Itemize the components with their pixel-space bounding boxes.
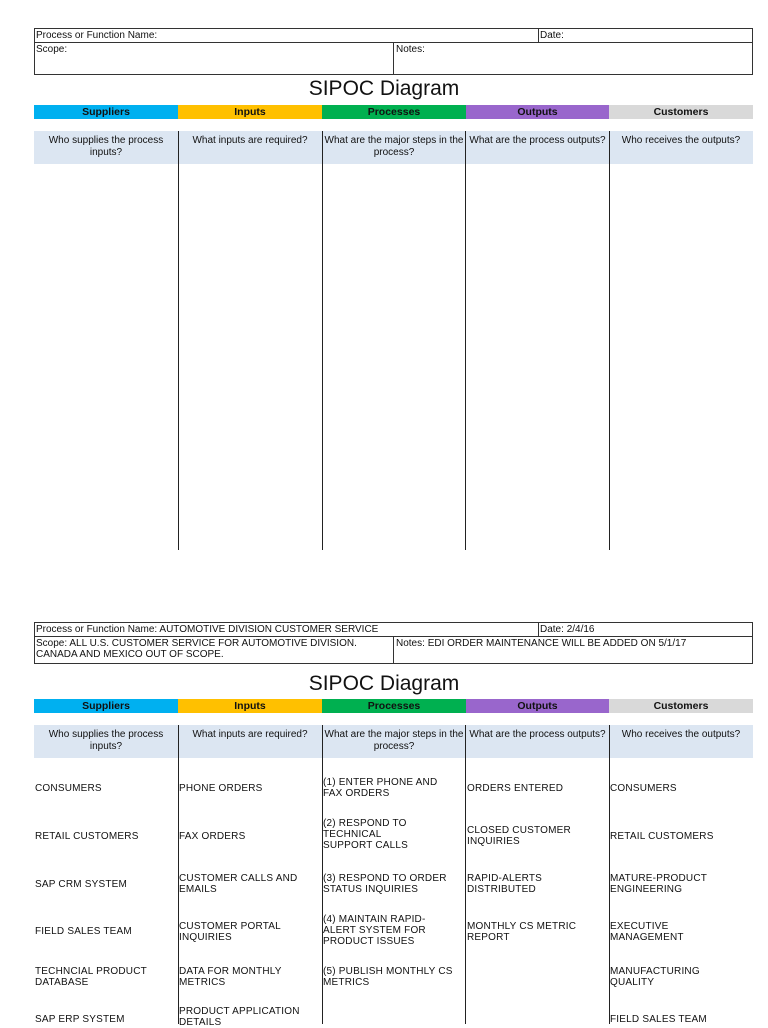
band-customers: Customers: [609, 699, 753, 713]
list-item: PHONE ORDERS: [179, 783, 263, 794]
list-item: CONSUMERS: [610, 783, 677, 794]
list-item: ORDERS ENTERED: [467, 783, 564, 794]
column-divider: [465, 725, 466, 1024]
band-outputs: Outputs: [466, 699, 609, 713]
band-inputs: Inputs: [178, 105, 322, 119]
question-row: [34, 725, 753, 758]
column-divider: [322, 131, 323, 550]
question-processes: What are the major steps in the process?: [324, 729, 464, 752]
scope-label: Scope:: [36, 638, 68, 649]
list-item: (5) PUBLISH MONTHLY CS METRICS: [323, 966, 453, 988]
band-processes: Processes: [322, 699, 466, 713]
column-divider: [178, 131, 179, 550]
question-suppliers: Who supplies the process inputs?: [48, 135, 164, 158]
list-item: RETAIL CUSTOMERS: [35, 831, 139, 842]
list-item: CONSUMERS: [35, 783, 102, 794]
list-item: CUSTOMER CALLS AND EMAILS: [179, 873, 298, 895]
list-item: (4) MAINTAIN RAPID-ALERT SYSTEM FOR PRODUCT ISSUES: [323, 914, 426, 947]
list-item: SAP CRM SYSTEM: [35, 879, 128, 890]
band-outputs: Outputs: [466, 105, 609, 119]
list-item: (2) RESPOND TO TECHNICAL SUPPORT CALLS: [323, 818, 409, 851]
list-item: (3) RESPOND TO ORDER STATUS INQUIRIES: [323, 873, 447, 895]
list-item: CUSTOMER PORTAL INQUIRIES: [179, 921, 281, 943]
question-row: [34, 131, 753, 164]
date-value: 2/4/16: [566, 624, 595, 635]
list-item: RETAIL CUSTOMERS: [610, 831, 714, 842]
list-item: FIELD SALES TEAM: [610, 1014, 707, 1025]
list-item: RAPID-ALERTS DISTRIBUTED: [467, 873, 543, 895]
band-inputs: Inputs: [178, 699, 322, 713]
scope-label: Scope:: [36, 44, 68, 55]
page-title: SIPOC Diagram: [308, 672, 460, 695]
question-inputs: What inputs are required?: [192, 729, 308, 740]
notes-value: EDI ORDER MAINTENANCE WILL BE ADDED ON 5/1/17: [427, 638, 687, 649]
band-suppliers: Suppliers: [34, 699, 178, 713]
question-processes: What are the major steps in the process?: [324, 135, 464, 158]
band-suppliers: Suppliers: [34, 105, 178, 119]
list-item: CLOSED CUSTOMER INQUIRIES: [467, 825, 571, 847]
question-customers: Who receives the outputs?: [621, 729, 741, 740]
question-customers: Who receives the outputs?: [621, 135, 741, 146]
list-item: MONTHLY CS METRIC REPORT: [467, 921, 577, 943]
list-item: (1) ENTER PHONE AND FAX ORDERS: [323, 777, 438, 799]
date-label: Date:: [540, 624, 564, 635]
list-item: PRODUCT APPLICATION DETAILS: [179, 1006, 300, 1028]
list-item: MANUFACTURING QUALITY: [610, 966, 700, 988]
question-inputs: What inputs are required?: [192, 135, 308, 146]
list-item: FIELD SALES TEAM: [35, 926, 132, 937]
header-box: [34, 28, 753, 75]
scope-value: ALL U.S. CUSTOMER SERVICE FOR AUTOMOTIVE DIVISION. CANADA AND MEXICO OUT OF SCOPE.: [36, 638, 357, 660]
band-customers: Customers: [609, 105, 753, 119]
list-item: TECHNCIAL PRODUCT DATABASE: [35, 966, 147, 988]
header-box: [34, 622, 753, 664]
column-divider: [609, 131, 610, 550]
date-label: Date:: [540, 30, 564, 41]
list-item: FAX ORDERS: [179, 831, 246, 842]
process-name-value: AUTOMOTIVE DIVISION CUSTOMER SERVICE: [159, 624, 379, 635]
question-suppliers: Who supplies the process inputs?: [48, 729, 164, 752]
notes-label: Notes:: [396, 44, 425, 55]
band-processes: Processes: [322, 105, 466, 119]
process-name-label: Process or Function Name:: [36, 624, 158, 635]
list-item: EXECUTIVE MANAGEMENT: [610, 921, 684, 943]
question-outputs: What are the process outputs?: [469, 729, 606, 740]
page-title: SIPOC Diagram: [308, 77, 460, 100]
question-outputs: What are the process outputs?: [469, 135, 606, 146]
list-item: DATA FOR MONTHLY METRICS: [179, 966, 282, 988]
list-item: SAP ERP SYSTEM: [35, 1014, 125, 1025]
process-name-label: Process or Function Name:: [36, 30, 158, 41]
list-item: MATURE-PRODUCT ENGINEERING: [610, 873, 707, 895]
notes-label: Notes:: [396, 638, 425, 649]
column-divider: [465, 131, 466, 550]
